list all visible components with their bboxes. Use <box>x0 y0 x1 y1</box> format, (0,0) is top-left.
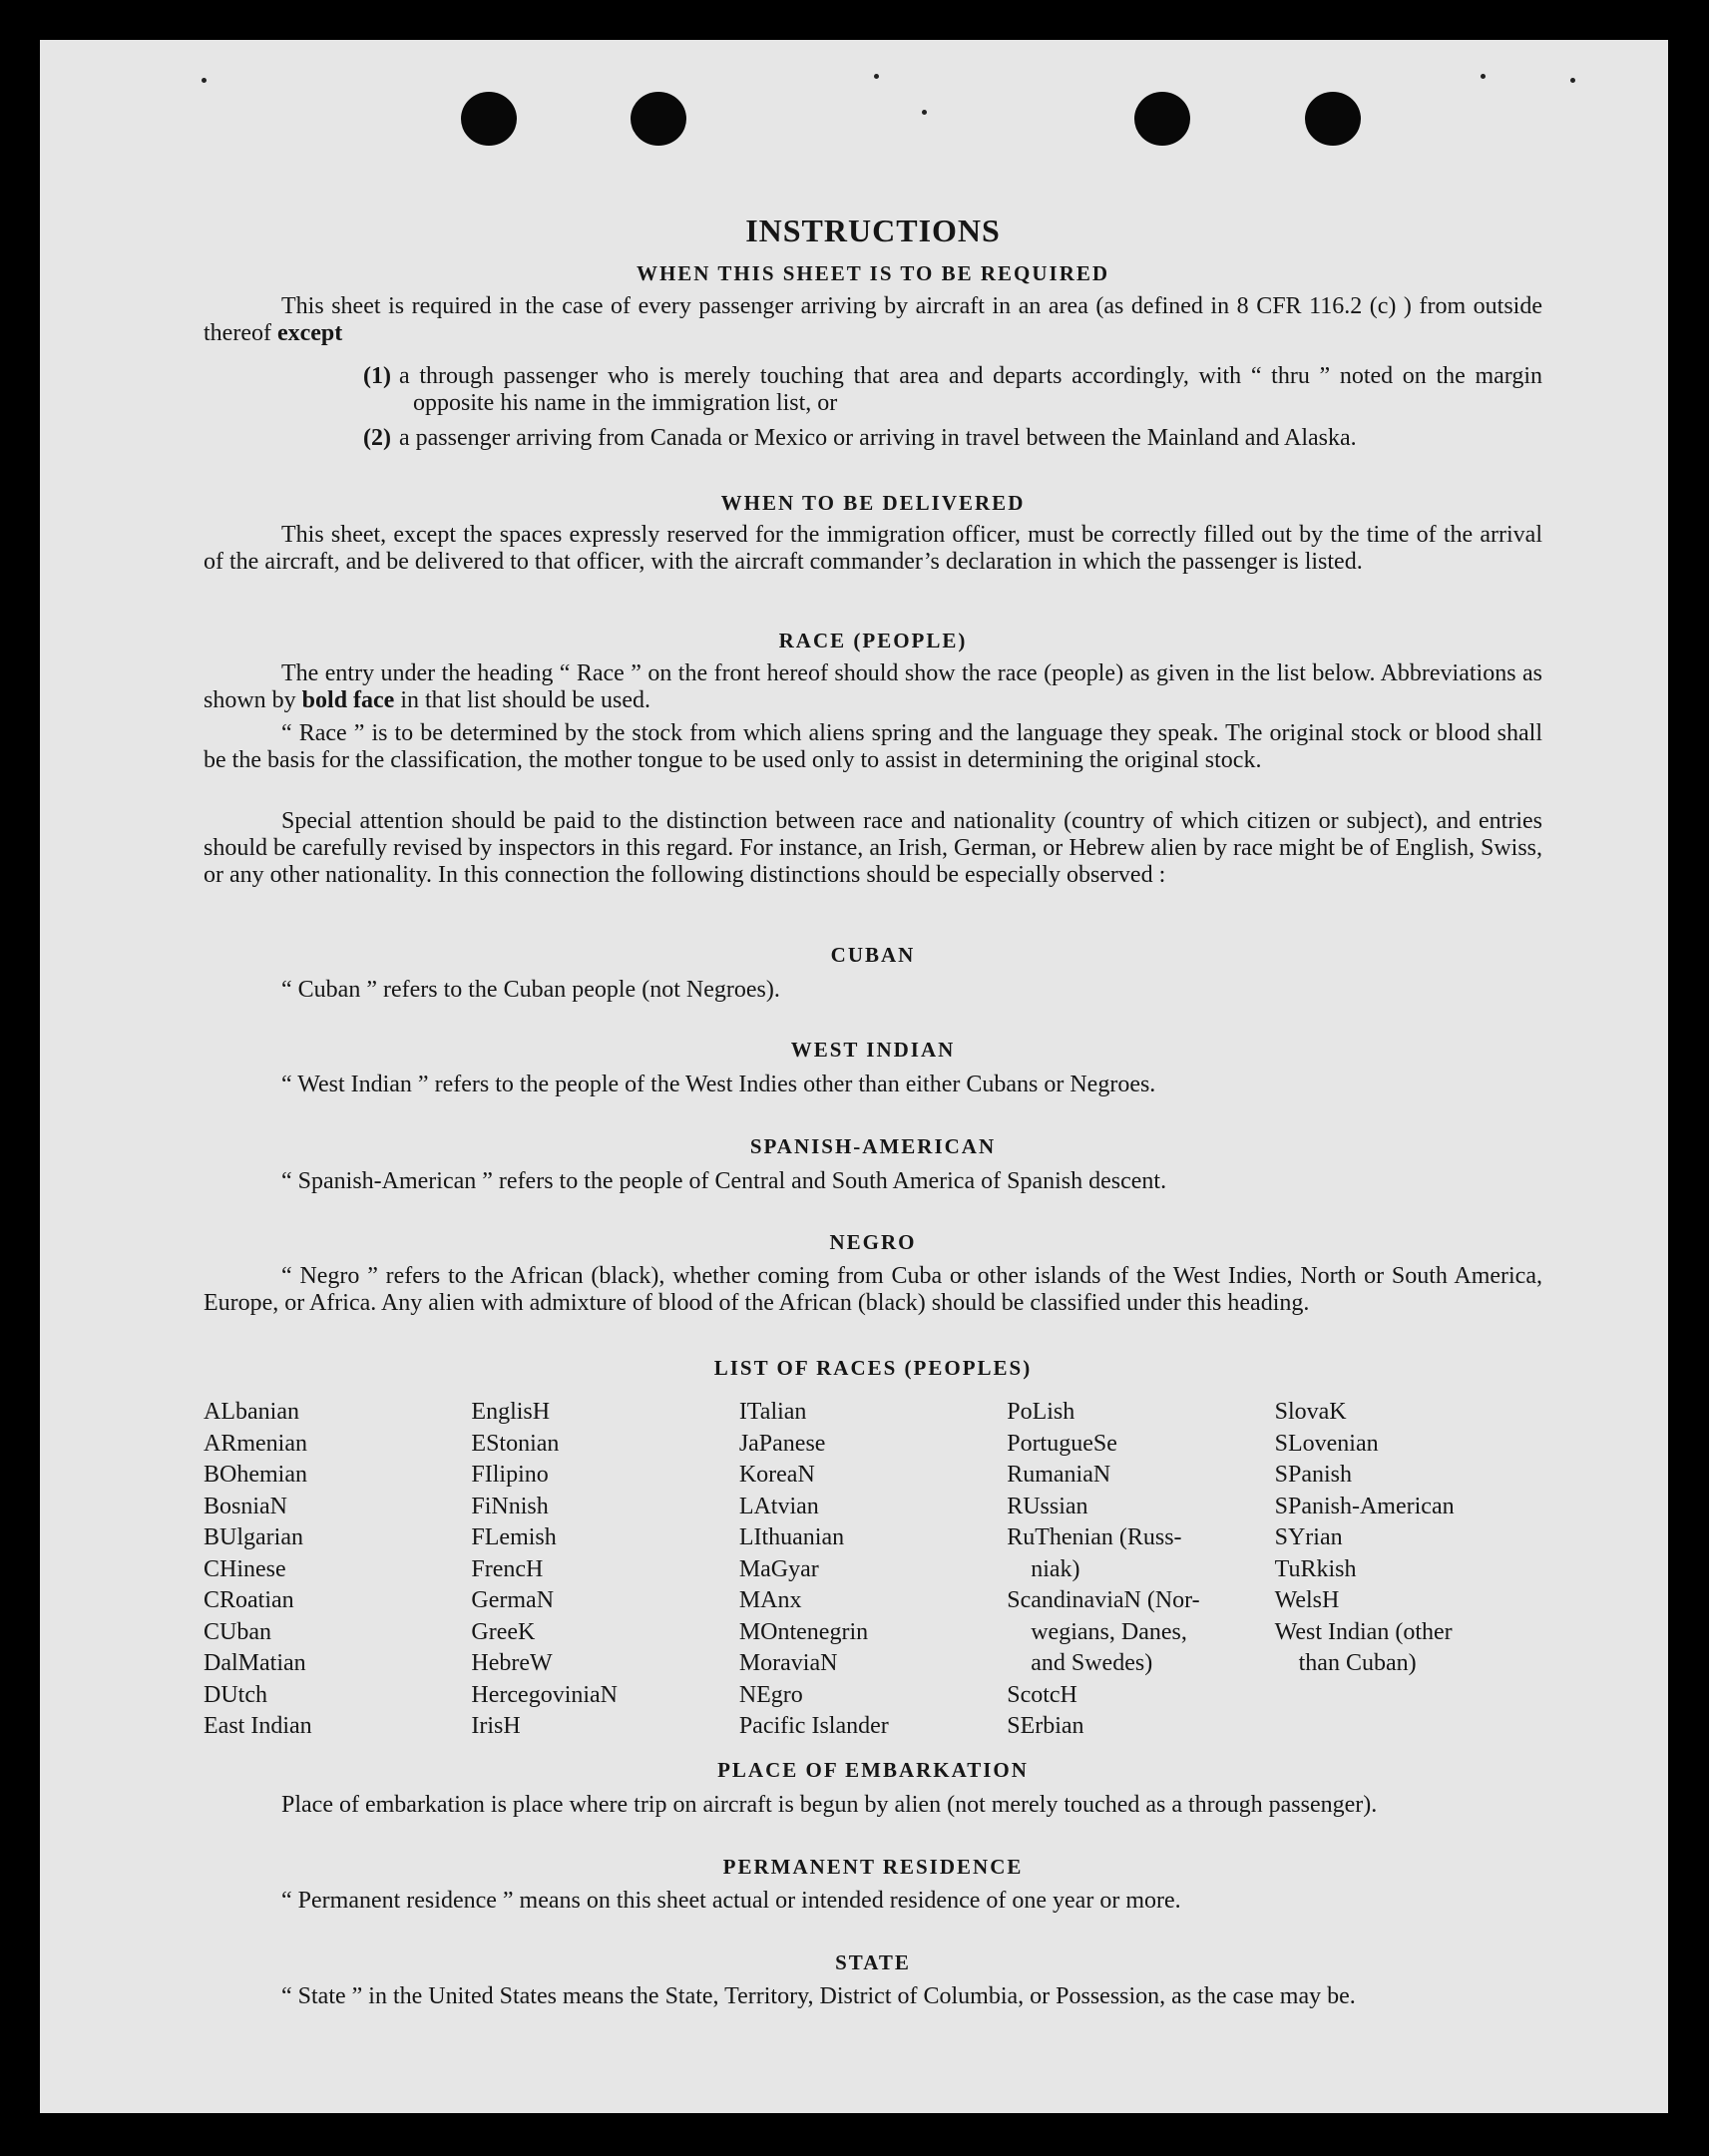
paragraph-race-3: Special attention should be paid to the distinction between race and nationality (country of which citizen or subject), and entries should be carefully revised by inspectors in this regard. For instance, an Irish, German, or Hebrew alien by race might be of English, Swiss, or any other nationality. In this connection the following distinctions should be especially observed : <box>204 808 1542 888</box>
heading-state: STATE <box>835 1950 911 1974</box>
race-entry: FrencH <box>471 1555 544 1582</box>
race-entry: PoLish <box>1007 1399 1075 1425</box>
race-entry: SYrian <box>1274 1524 1343 1550</box>
dust-speck <box>1481 74 1486 79</box>
punch-hole <box>461 92 517 146</box>
heading-when-required: WHEN THIS SHEET IS TO BE REQUIRED <box>636 261 1110 285</box>
race-entry: RUssian <box>1007 1493 1088 1519</box>
race-entry-continued: wegians, Danes, <box>1031 1618 1187 1645</box>
races-column-1 <box>204 1397 471 1743</box>
item-text: a passenger arriving from Canada or Mexico or arriving in travel between the Mainland and Alaska. <box>399 425 1357 451</box>
race-entry: BOhemian <box>204 1462 307 1488</box>
bold-face-text: bold face <box>301 687 395 713</box>
punch-hole <box>1134 92 1190 146</box>
dust-speck <box>922 110 927 115</box>
race-entry: East Indian <box>204 1713 312 1739</box>
race-entry: LIthuanian <box>738 1524 845 1550</box>
item-text: a through passenger who is merely touching that area and departs accordingly, with “ thru ” noted on the margin opposite his name in the immigration list, or <box>399 363 1542 416</box>
paragraph-residence: “ Permanent residence ” means on this sheet actual or intended residence of one year or more. <box>281 1888 1181 1914</box>
paragraph-negro: “ Negro ” refers to the African (black), whether coming from Cuba or other islands of the West Indies, North or South America, Europe, or Africa. Any alien with admixture of blood of the African (black) should be classified under this heading. <box>204 1263 1542 1316</box>
heading-negro: NEGRO <box>829 1230 917 1254</box>
race-entry: Pacific Islander <box>738 1713 889 1739</box>
race-entry: JaPanese <box>738 1430 826 1457</box>
race-entry: EStonian <box>471 1430 560 1457</box>
races-list <box>204 1397 1542 1743</box>
race-p1-start: The entry under the heading “ Race ” on the front hereof should show the race (people) as given in the list below. Abbreviations as shown by <box>204 660 1542 713</box>
race-entry: KoreaN <box>738 1462 815 1488</box>
paragraph-spanish-american: “ Spanish-American ” refers to the people of Central and South America of Spanish descent. <box>281 1168 1167 1194</box>
races-column-3 <box>739 1397 1007 1743</box>
races-column-5 <box>1275 1397 1542 1743</box>
paragraph-required <box>204 293 1542 347</box>
race-entry: ARmenian <box>204 1430 307 1457</box>
dust-speck <box>874 74 879 79</box>
race-entry: HebreW <box>471 1650 553 1676</box>
heading-list-of-races: LIST OF RACES (PEOPLES) <box>713 1356 1033 1380</box>
heading-spanish-american: SPANISH-AMERICAN <box>749 1134 997 1158</box>
race-entry: SPanish <box>1274 1462 1352 1488</box>
list-item <box>363 425 1542 452</box>
race-entry-continued: and Swedes) <box>1031 1650 1153 1676</box>
race-entry: FLemish <box>471 1524 557 1550</box>
race-entry: HercegoviniaN <box>471 1681 619 1708</box>
race-entry: CRoatian <box>204 1587 294 1613</box>
race-entry: SLovenian <box>1274 1430 1379 1457</box>
paragraph-race-2: “ Race ” is to be determined by the stock from which aliens spring and the language they speak. The original stock or blood shall be the basis for the classification, the mother tongue to be used only to assist in determining the original stock. <box>204 720 1542 773</box>
dust-speck <box>1570 78 1575 83</box>
race-entry: GreeK <box>471 1618 536 1645</box>
race-entry: CHinese <box>204 1555 286 1582</box>
race-entry: RumaniaN <box>1007 1462 1111 1488</box>
required-intro: This sheet is required in the case of every passenger arriving by aircraft in an area (as defined in 8 CFR 116.2 (c) ) from outside thereof <box>204 293 1542 346</box>
races-column-2 <box>471 1397 738 1743</box>
race-entry: SlovaK <box>1274 1399 1347 1425</box>
race-entry: IrisH <box>471 1713 521 1739</box>
race-entry: TuRkish <box>1274 1555 1357 1582</box>
race-p1-end: in that list should be used. <box>400 687 650 713</box>
race-entry-continued: niak) <box>1031 1555 1080 1582</box>
race-entry: BosniaN <box>204 1493 287 1519</box>
race-entry: ALbanian <box>204 1399 299 1425</box>
race-entry: MAnx <box>738 1587 802 1613</box>
punch-hole <box>1305 92 1361 146</box>
race-entry: GermaN <box>471 1587 555 1613</box>
race-entry: EnglisH <box>471 1399 551 1425</box>
item-number: (2) <box>363 425 391 451</box>
document-page <box>40 40 1668 2113</box>
paragraph-delivered: This sheet, except the spaces expressly reserved for the immigration officer, must be correctly filled out by the time of the arrival of the aircraft, and be delivered to that officer, with the aircraft commander’s declaration in which the passenger is listed. <box>204 522 1542 575</box>
race-entry: MoraviaN <box>738 1650 838 1676</box>
race-entry: DUtch <box>204 1681 267 1708</box>
heading-permanent-residence: PERMANENT RESIDENCE <box>722 1855 1024 1879</box>
race-entry: PortugueSe <box>1007 1430 1117 1457</box>
page-title: INSTRUCTIONS <box>745 213 1001 248</box>
list-item <box>363 363 1542 417</box>
item-number: (1) <box>363 363 391 389</box>
paragraph-race-1 <box>204 660 1542 714</box>
race-entry: FIlipino <box>471 1462 549 1488</box>
race-entry: ScotcH <box>1007 1681 1077 1708</box>
race-entry: CUban <box>204 1618 271 1645</box>
race-entry: LAtvian <box>738 1493 819 1519</box>
race-entry: MOntenegrin <box>738 1618 869 1645</box>
race-entry: West Indian (other <box>1274 1618 1453 1645</box>
race-entry: SPanish-American <box>1274 1493 1455 1519</box>
heading-place-of-embarkation: PLACE OF EMBARKATION <box>717 1758 1029 1782</box>
punch-hole <box>631 92 686 146</box>
race-entry: SErbian <box>1007 1713 1084 1739</box>
race-entry: ITalian <box>738 1399 807 1425</box>
race-entry: FiNnish <box>471 1493 549 1519</box>
race-entry: BUlgarian <box>204 1524 303 1550</box>
race-entry: WelsH <box>1274 1587 1340 1613</box>
heading-race: RACE (PEOPLE) <box>778 629 968 652</box>
race-entry: ScandinaviaN (Nor- <box>1007 1587 1200 1613</box>
paragraph-west-indian: “ West Indian ” refers to the people of the West Indies other than either Cubans or Negroes. <box>281 1072 1156 1097</box>
paragraph-state: “ State ” in the United States means the State, Territory, District of Columbia, or Possession, as the case may be. <box>281 1983 1356 2009</box>
heading-west-indian: WEST INDIAN <box>790 1038 956 1062</box>
paragraph-embarkation: Place of embarkation is place where trip on aircraft is begun by alien (not merely touched as a through passenger). <box>281 1792 1378 1818</box>
race-entry-continued: than Cuban) <box>1298 1650 1417 1676</box>
races-column-4 <box>1007 1397 1274 1743</box>
paragraph-cuban: “ Cuban ” refers to the Cuban people (not Negroes). <box>281 977 780 1003</box>
race-entry: NEgro <box>738 1681 803 1708</box>
dust-speck <box>202 78 207 83</box>
heading-cuban: CUBAN <box>830 943 916 967</box>
race-entry: DalMatian <box>204 1650 306 1676</box>
race-entry: MaGyar <box>738 1555 819 1582</box>
except-word: except <box>276 320 343 346</box>
heading-when-delivered: WHEN TO BE DELIVERED <box>720 491 1026 515</box>
race-entry: RuThenian (Russ- <box>1007 1524 1182 1550</box>
